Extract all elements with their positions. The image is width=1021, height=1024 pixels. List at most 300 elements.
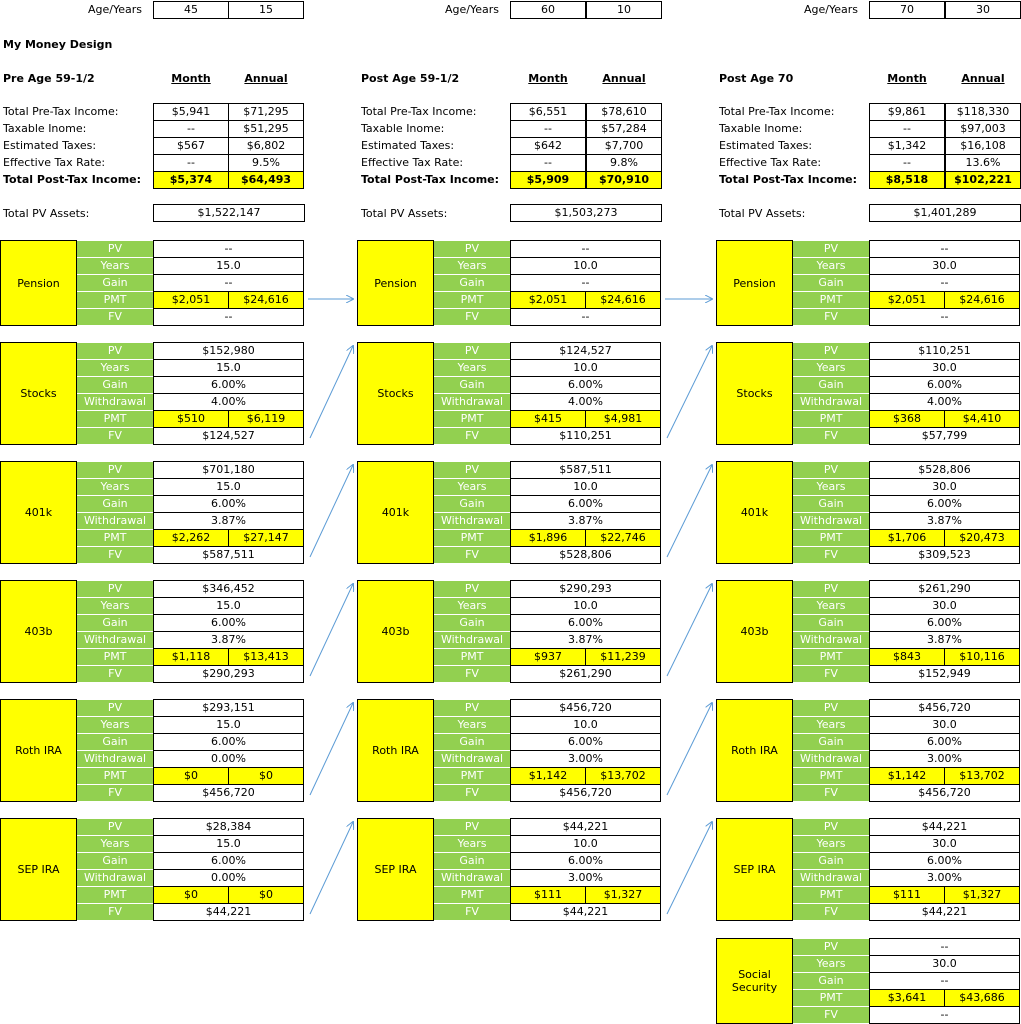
row-label-income: Total Pre-Tax Income: — [361, 105, 477, 118]
account-401k-label: 401k — [0, 461, 77, 564]
field-label-pmt: PMT — [77, 767, 153, 784]
account-sep-ira-years[interactable]: 30.0 — [869, 835, 1020, 853]
field-label-fv: FV — [793, 427, 869, 444]
field-label-fv: FV — [434, 903, 510, 920]
pension-pv[interactable]: -- — [153, 240, 304, 258]
field-label-withdrawal: Withdrawal — [77, 631, 153, 648]
pension-gain[interactable]: -- — [510, 274, 661, 292]
years-cell[interactable]: 15 — [228, 1, 304, 19]
social-security-years[interactable]: 30.0 — [869, 955, 1020, 973]
field-label-years: Years — [77, 716, 153, 733]
account-roth-ira-years[interactable]: 10.0 — [510, 716, 661, 734]
taxable-annual[interactable]: $57,284 — [586, 120, 662, 138]
account-stocks-withdrawal[interactable]: 4.00% — [869, 393, 1020, 411]
field-label-pmt: PMT — [793, 291, 869, 308]
account-403b-years[interactable]: 10.0 — [510, 597, 661, 615]
account-sep-ira-years[interactable]: 15.0 — [153, 835, 304, 853]
account-sep-ira-gain[interactable]: 6.00% — [510, 852, 661, 870]
account-sep-ira-withdrawal[interactable]: 3.00% — [869, 869, 1020, 887]
row-label-taxes: Estimated Taxes: — [3, 139, 97, 152]
field-label-pmt: PMT — [434, 767, 510, 784]
field-label-withdrawal: Withdrawal — [793, 512, 869, 529]
field-label-pmt: PMT — [793, 767, 869, 784]
field-label-pmt: PMT — [793, 886, 869, 903]
account-stocks-pv[interactable]: $152,980 — [153, 342, 304, 360]
pension-years[interactable]: 15.0 — [153, 257, 304, 275]
account-401k-gain[interactable]: 6.00% — [510, 495, 661, 513]
account-roth-ira-years[interactable]: 30.0 — [869, 716, 1020, 734]
account-sep-ira-pmt-annual[interactable]: $1,327 — [944, 886, 1020, 904]
account-401k-pv[interactable]: $701,180 — [153, 461, 304, 479]
field-label-gain: Gain — [77, 614, 153, 631]
field-label-pmt: PMT — [434, 410, 510, 427]
total-pv-assets[interactable]: $1,522,147 — [153, 204, 305, 222]
field-label-pmt: PMT — [434, 886, 510, 903]
account-401k-withdrawal[interactable]: 3.87% — [869, 512, 1020, 530]
pension-gain[interactable]: -- — [869, 274, 1020, 292]
account-stocks-withdrawal[interactable]: 4.00% — [153, 393, 304, 411]
account-401k-gain[interactable]: 6.00% — [153, 495, 304, 513]
field-label-pv: PV — [793, 461, 869, 478]
field-label-fv: FV — [77, 308, 153, 325]
account-roth-ira-pmt-month[interactable]: $0 — [153, 767, 229, 785]
account-sep-ira-gain[interactable]: 6.00% — [869, 852, 1020, 870]
account-401k-pv[interactable]: $528,806 — [869, 461, 1020, 479]
field-label-years: Years — [434, 597, 510, 614]
account-403b-withdrawal[interactable]: 3.87% — [510, 631, 661, 649]
account-stocks-fv[interactable]: $124,527 — [153, 427, 304, 445]
field-label-fv: FV — [434, 784, 510, 801]
flow-arrow — [310, 346, 353, 438]
field-label-gain: Gain — [77, 852, 153, 869]
pension-pmt-annual[interactable]: $24,616 — [228, 291, 304, 309]
field-label-years: Years — [434, 716, 510, 733]
account-401k-years[interactable]: 15.0 — [153, 478, 304, 496]
field-label-pv: PV — [793, 240, 869, 257]
field-label-pmt: PMT — [793, 410, 869, 427]
field-label-withdrawal: Withdrawal — [434, 512, 510, 529]
account-403b-pmt-annual[interactable]: $10,116 — [944, 648, 1020, 666]
row-label-assets: Total PV Assets: — [3, 207, 90, 220]
field-label-gain: Gain — [793, 376, 869, 393]
account-403b-pmt-annual[interactable]: $13,413 — [228, 648, 304, 666]
taxes-annual[interactable]: $7,700 — [586, 137, 662, 155]
field-label-years: Years — [793, 257, 869, 274]
account-roth-ira-pmt-month[interactable]: $1,142 — [510, 767, 586, 785]
pension-fv[interactable]: -- — [869, 308, 1020, 326]
field-label-gain: Gain — [793, 972, 869, 989]
account-401k-pmt-annual[interactable]: $20,473 — [944, 529, 1020, 547]
field-label-pv: PV — [793, 938, 869, 955]
row-label-assets: Total PV Assets: — [719, 207, 806, 220]
years-cell[interactable]: 30 — [945, 1, 1021, 19]
flow-arrow — [667, 703, 712, 795]
flow-arrow — [667, 465, 712, 557]
field-label-gain: Gain — [77, 376, 153, 393]
account-stocks-gain[interactable]: 6.00% — [869, 376, 1020, 394]
field-label-years: Years — [793, 716, 869, 733]
account-403b-gain[interactable]: 6.00% — [510, 614, 661, 632]
account-roth-ira-pmt-annual[interactable]: $0 — [228, 767, 304, 785]
age-years-label: Age/Years — [88, 3, 143, 16]
account-stocks-pmt-month[interactable]: $510 — [153, 410, 229, 428]
account-sep-ira-pv[interactable]: $44,221 — [510, 818, 661, 836]
taxable-month[interactable]: -- — [510, 120, 586, 138]
taxes-annual[interactable]: $16,108 — [945, 137, 1021, 155]
account-stocks-pmt-annual[interactable]: $4,981 — [585, 410, 661, 428]
field-label-gain: Gain — [77, 495, 153, 512]
account-roth-ira-pmt-annual[interactable]: $13,702 — [944, 767, 1020, 785]
field-label-withdrawal: Withdrawal — [77, 393, 153, 410]
pension-fv[interactable]: -- — [153, 308, 304, 326]
account-403b-years[interactable]: 15.0 — [153, 597, 304, 615]
account-403b-withdrawal[interactable]: 3.87% — [869, 631, 1020, 649]
row-label-taxable: Taxable Inome: — [3, 122, 87, 135]
field-label-gain: Gain — [77, 733, 153, 750]
rate-month[interactable]: -- — [153, 154, 229, 172]
account-stocks-pmt-annual[interactable]: $6,119 — [228, 410, 304, 428]
pension-label: Pension — [357, 240, 434, 326]
phase-heading: Post Age 59-1/2 — [361, 72, 460, 85]
field-label-withdrawal: Withdrawal — [793, 631, 869, 648]
annual-header: Annual — [961, 72, 1005, 85]
account-sep-ira-pmt-month[interactable]: $0 — [153, 886, 229, 904]
pension-pmt-month[interactable]: $2,051 — [510, 291, 586, 309]
row-label-rate: Effective Tax Rate: — [3, 156, 106, 169]
account-stocks-pv[interactable]: $110,251 — [869, 342, 1020, 360]
account-403b-pv[interactable]: $290,293 — [510, 580, 661, 598]
account-roth-ira-gain[interactable]: 6.00% — [153, 733, 304, 751]
account-stocks-years[interactable]: 30.0 — [869, 359, 1020, 377]
account-401k-withdrawal[interactable]: 3.87% — [510, 512, 661, 530]
taxable-annual[interactable]: $97,003 — [945, 120, 1021, 138]
account-stocks-pmt-month[interactable]: $415 — [510, 410, 586, 428]
rate-annual[interactable]: 9.8% — [586, 154, 662, 172]
account-403b-fv[interactable]: $290,293 — [153, 665, 304, 683]
account-stocks-fv[interactable]: $110,251 — [510, 427, 661, 445]
pension-pv[interactable]: -- — [510, 240, 661, 258]
account-sep-ira-fv[interactable]: $44,221 — [510, 903, 661, 921]
field-label-withdrawal: Withdrawal — [77, 750, 153, 767]
account-403b-pv[interactable]: $346,452 — [153, 580, 304, 598]
field-label-pmt: PMT — [434, 648, 510, 665]
field-label-years: Years — [793, 597, 869, 614]
account-401k-pmt-month[interactable]: $1,896 — [510, 529, 586, 547]
flow-arrow — [667, 584, 712, 676]
account-403b-pmt-month[interactable]: $1,118 — [153, 648, 229, 666]
phase-heading: Pre Age 59-1/2 — [3, 72, 95, 85]
post-month[interactable]: $5,909 — [510, 171, 586, 189]
post-annual[interactable]: $102,221 — [945, 171, 1021, 189]
pension-pmt-annual[interactable]: $24,616 — [585, 291, 661, 309]
field-label-withdrawal: Withdrawal — [793, 869, 869, 886]
account-403b-withdrawal[interactable]: 3.87% — [153, 631, 304, 649]
account-roth-ira-gain[interactable]: 6.00% — [510, 733, 661, 751]
field-label-years: Years — [793, 359, 869, 376]
month-header: Month — [887, 72, 927, 85]
field-label-pmt: PMT — [434, 529, 510, 546]
account-stocks-withdrawal[interactable]: 4.00% — [510, 393, 661, 411]
flow-arrow — [667, 346, 712, 438]
pension-fv[interactable]: -- — [510, 308, 661, 326]
age-cell[interactable]: 45 — [153, 1, 229, 19]
income-month[interactable]: $6,551 — [510, 103, 586, 121]
account-sep-ira-withdrawal[interactable]: 3.00% — [510, 869, 661, 887]
age-cell[interactable]: 60 — [510, 1, 586, 19]
post-month[interactable]: $8,518 — [869, 171, 945, 189]
field-label-fv: FV — [793, 784, 869, 801]
field-label-pv: PV — [434, 699, 510, 716]
field-label-pmt: PMT — [77, 410, 153, 427]
account-403b-pmt-annual[interactable]: $11,239 — [585, 648, 661, 666]
account-roth-ira-gain[interactable]: 6.00% — [869, 733, 1020, 751]
account-stocks-years[interactable]: 15.0 — [153, 359, 304, 377]
account-stocks-fv[interactable]: $57,799 — [869, 427, 1020, 445]
field-label-fv: FV — [434, 308, 510, 325]
row-label-taxable: Taxable Inome: — [719, 122, 803, 135]
field-label-withdrawal: Withdrawal — [434, 750, 510, 767]
account-sep-ira-pmt-annual[interactable]: $1,327 — [585, 886, 661, 904]
field-label-pv: PV — [793, 580, 869, 597]
row-label-taxable: Taxable Inome: — [361, 122, 445, 135]
total-pv-assets[interactable]: $1,401,289 — [869, 204, 1021, 222]
rate-annual[interactable]: 9.5% — [228, 154, 304, 172]
row-label-post: Total Post-Tax Income: — [719, 173, 858, 186]
field-label-gain: Gain — [793, 614, 869, 631]
field-label-gain: Gain — [77, 274, 153, 291]
account-sep-ira-pmt-month[interactable]: $111 — [510, 886, 586, 904]
field-label-fv: FV — [77, 665, 153, 682]
account-roth-ira-label: Roth IRA — [716, 699, 793, 802]
account-401k-label: 401k — [716, 461, 793, 564]
field-label-pmt: PMT — [77, 886, 153, 903]
field-label-pmt: PMT — [77, 648, 153, 665]
field-label-fv: FV — [793, 665, 869, 682]
account-403b-pv[interactable]: $261,290 — [869, 580, 1020, 598]
account-401k-pmt-month[interactable]: $1,706 — [869, 529, 945, 547]
social-security-pv[interactable]: -- — [869, 938, 1020, 956]
field-label-withdrawal: Withdrawal — [793, 750, 869, 767]
taxes-month[interactable]: $1,342 — [869, 137, 945, 155]
phase-heading: Post Age 70 — [719, 72, 794, 85]
account-sep-ira-label: SEP IRA — [716, 818, 793, 921]
field-label-years: Years — [77, 835, 153, 852]
field-label-pv: PV — [434, 818, 510, 835]
account-sep-ira-pmt-annual[interactable]: $0 — [228, 886, 304, 904]
field-label-gain: Gain — [793, 274, 869, 291]
field-label-fv: FV — [434, 665, 510, 682]
account-roth-ira-years[interactable]: 15.0 — [153, 716, 304, 734]
taxable-month[interactable]: -- — [153, 120, 229, 138]
account-401k-fv[interactable]: $309,523 — [869, 546, 1020, 564]
pension-gain[interactable]: -- — [153, 274, 304, 292]
post-month[interactable]: $5,374 — [153, 171, 229, 189]
field-label-pv: PV — [793, 342, 869, 359]
account-403b-gain[interactable]: 6.00% — [153, 614, 304, 632]
account-stocks-label: Stocks — [357, 342, 434, 445]
field-label-years: Years — [434, 359, 510, 376]
field-label-pv: PV — [434, 461, 510, 478]
field-label-pmt: PMT — [793, 648, 869, 665]
account-roth-ira-fv[interactable]: $456,720 — [869, 784, 1020, 802]
account-roth-ira-pv[interactable]: $456,720 — [869, 699, 1020, 717]
flow-arrow — [310, 822, 353, 914]
field-label-pmt: PMT — [793, 989, 869, 1006]
account-401k-fv[interactable]: $587,511 — [153, 546, 304, 564]
account-sep-ira-pmt-month[interactable]: $111 — [869, 886, 945, 904]
account-stocks-gain[interactable]: 6.00% — [510, 376, 661, 394]
field-label-fv: FV — [793, 903, 869, 920]
month-header: Month — [528, 72, 568, 85]
field-label-fv: FV — [77, 903, 153, 920]
account-roth-ira-pmt-month[interactable]: $1,142 — [869, 767, 945, 785]
field-label-pmt: PMT — [77, 529, 153, 546]
field-label-pv: PV — [77, 580, 153, 597]
pension-pmt-annual[interactable]: $24,616 — [944, 291, 1020, 309]
account-stocks-label: Stocks — [716, 342, 793, 445]
income-month[interactable]: $9,861 — [869, 103, 945, 121]
field-label-years: Years — [793, 835, 869, 852]
account-stocks-pv[interactable]: $124,527 — [510, 342, 661, 360]
account-403b-gain[interactable]: 6.00% — [869, 614, 1020, 632]
account-roth-ira-withdrawal[interactable]: 0.00% — [153, 750, 304, 768]
account-stocks-years[interactable]: 10.0 — [510, 359, 661, 377]
flow-arrow — [310, 584, 353, 676]
field-label-gain: Gain — [793, 495, 869, 512]
account-sep-ira-pv[interactable]: $28,384 — [153, 818, 304, 836]
account-roth-ira-label: Roth IRA — [0, 699, 77, 802]
age-years-label: Age/Years — [445, 3, 500, 16]
taxes-annual[interactable]: $6,802 — [228, 137, 304, 155]
account-403b-pmt-month[interactable]: $843 — [869, 648, 945, 666]
account-401k-years[interactable]: 10.0 — [510, 478, 661, 496]
account-stocks-gain[interactable]: 6.00% — [153, 376, 304, 394]
rate-month[interactable]: -- — [510, 154, 586, 172]
account-roth-ira-withdrawal[interactable]: 3.00% — [510, 750, 661, 768]
account-403b-years[interactable]: 30.0 — [869, 597, 1020, 615]
account-roth-ira-fv[interactable]: $456,720 — [510, 784, 661, 802]
social-security-gain[interactable]: -- — [869, 972, 1020, 990]
account-roth-ira-label: Roth IRA — [357, 699, 434, 802]
field-label-gain: Gain — [434, 274, 510, 291]
post-annual[interactable]: $64,493 — [228, 171, 304, 189]
account-sep-ira-fv[interactable]: $44,221 — [869, 903, 1020, 921]
field-label-fv: FV — [434, 427, 510, 444]
age-years-label: Age/Years — [804, 3, 859, 16]
row-label-income: Total Pre-Tax Income: — [3, 105, 119, 118]
account-401k-pmt-annual[interactable]: $27,147 — [228, 529, 304, 547]
taxes-month[interactable]: $567 — [153, 137, 229, 155]
account-401k-pmt-month[interactable]: $2,262 — [153, 529, 229, 547]
taxes-month[interactable]: $642 — [510, 137, 586, 155]
field-label-pv: PV — [77, 342, 153, 359]
pension-pmt-month[interactable]: $2,051 — [869, 291, 945, 309]
field-label-withdrawal: Withdrawal — [77, 869, 153, 886]
pension-pmt-month[interactable]: $2,051 — [153, 291, 229, 309]
field-label-pv: PV — [77, 699, 153, 716]
account-stocks-pmt-annual[interactable]: $4,410 — [944, 410, 1020, 428]
field-label-withdrawal: Withdrawal — [77, 512, 153, 529]
pension-pv[interactable]: -- — [869, 240, 1020, 258]
field-label-fv: FV — [793, 1006, 869, 1023]
account-sep-ira-withdrawal[interactable]: 0.00% — [153, 869, 304, 887]
rate-annual[interactable]: 13.6% — [945, 154, 1021, 172]
social-security-fv[interactable]: -- — [869, 1006, 1020, 1024]
income-annual[interactable]: $78,610 — [586, 103, 662, 121]
account-403b-label: 403b — [0, 580, 77, 683]
row-label-post: Total Post-Tax Income: — [361, 173, 500, 186]
account-403b-fv[interactable]: $261,290 — [510, 665, 661, 683]
pension-years[interactable]: 30.0 — [869, 257, 1020, 275]
field-label-gain: Gain — [434, 614, 510, 631]
pension-years[interactable]: 10.0 — [510, 257, 661, 275]
field-label-fv: FV — [77, 427, 153, 444]
account-stocks-label: Stocks — [0, 342, 77, 445]
account-sep-ira-years[interactable]: 10.0 — [510, 835, 661, 853]
flow-arrow — [667, 822, 712, 914]
field-label-years: Years — [77, 478, 153, 495]
field-label-years: Years — [434, 835, 510, 852]
years-cell[interactable]: 10 — [586, 1, 662, 19]
account-sep-ira-pv[interactable]: $44,221 — [869, 818, 1020, 836]
field-label-fv: FV — [77, 784, 153, 801]
field-label-pv: PV — [77, 461, 153, 478]
account-403b-fv[interactable]: $152,949 — [869, 665, 1020, 683]
account-401k-fv[interactable]: $528,806 — [510, 546, 661, 564]
income-annual[interactable]: $118,330 — [945, 103, 1021, 121]
account-roth-ira-withdrawal[interactable]: 3.00% — [869, 750, 1020, 768]
account-sep-ira-gain[interactable]: 6.00% — [153, 852, 304, 870]
account-roth-ira-pv[interactable]: $456,720 — [510, 699, 661, 717]
field-label-pmt: PMT — [77, 291, 153, 308]
field-label-fv: FV — [77, 546, 153, 563]
account-401k-pv[interactable]: $587,511 — [510, 461, 661, 479]
account-sep-ira-fv[interactable]: $44,221 — [153, 903, 304, 921]
account-roth-ira-fv[interactable]: $456,720 — [153, 784, 304, 802]
account-403b-pmt-month[interactable]: $937 — [510, 648, 586, 666]
total-pv-assets[interactable]: $1,503,273 — [510, 204, 662, 222]
income-annual[interactable]: $71,295 — [228, 103, 304, 121]
taxable-annual[interactable]: $51,295 — [228, 120, 304, 138]
field-label-withdrawal: Withdrawal — [793, 393, 869, 410]
age-cell[interactable]: 70 — [869, 1, 945, 19]
account-401k-gain[interactable]: 6.00% — [869, 495, 1020, 513]
field-label-gain: Gain — [793, 733, 869, 750]
account-401k-pmt-annual[interactable]: $22,746 — [585, 529, 661, 547]
account-roth-ira-pmt-annual[interactable]: $13,702 — [585, 767, 661, 785]
account-roth-ira-pv[interactable]: $293,151 — [153, 699, 304, 717]
account-401k-label: 401k — [357, 461, 434, 564]
taxable-month[interactable]: -- — [869, 120, 945, 138]
social-security-pmt-month[interactable]: $3,641 — [869, 989, 945, 1007]
field-label-pv: PV — [434, 580, 510, 597]
account-stocks-pmt-month[interactable]: $368 — [869, 410, 945, 428]
field-label-gain: Gain — [434, 852, 510, 869]
field-label-fv: FV — [793, 308, 869, 325]
account-401k-years[interactable]: 30.0 — [869, 478, 1020, 496]
income-month[interactable]: $5,941 — [153, 103, 229, 121]
account-403b-label: 403b — [357, 580, 434, 683]
field-label-pv: PV — [77, 818, 153, 835]
post-annual[interactable]: $70,910 — [586, 171, 662, 189]
page-title: My Money Design — [3, 38, 113, 51]
account-401k-withdrawal[interactable]: 3.87% — [153, 512, 304, 530]
social-security-pmt-annual[interactable]: $43,686 — [944, 989, 1020, 1007]
rate-month[interactable]: -- — [869, 154, 945, 172]
field-label-years: Years — [793, 955, 869, 972]
annual-header: Annual — [244, 72, 288, 85]
pension-label: Pension — [716, 240, 793, 326]
